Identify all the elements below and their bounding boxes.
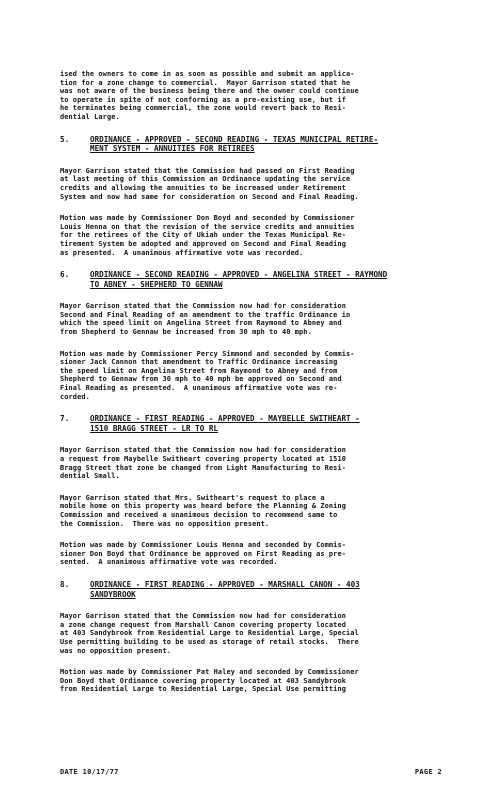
item-8-paragraph-1: Mayor Garrison stated that the Commission now had for consideration a zone change request from Marshall Canon covering property located at 403 Sandybrook from Residential Large to Residential Large, Special Use permitting building to be used as storage of retail stocks. There was no opposition present. xyxy=(60,612,359,655)
footer-page-number: PAGE 2 xyxy=(414,768,442,776)
item-6-heading xyxy=(60,270,442,289)
item-number: 7. xyxy=(60,414,70,424)
item-8-paragraph-2: Motion was made by Commissioner Pat Haley and seconded by Commissioner Don Boyd that Ordinance covering property located at 403 Sandybrook from Residential Large to Residential Large, Special Use permitting xyxy=(60,668,359,694)
item-title: ORDINANCE - FIRST READING - APPROVED - MARSHALL CANON - 403 SANDYBROOK xyxy=(90,579,360,599)
item-5-paragraph-1: Mayor Garrison stated that the Commission had passed on First Reading at last meeting of this Commission an Ordinance updating the service credits and allowing the annuities to be increased under Retirement System and now had same for consideration on Second and Final Reading. xyxy=(60,166,359,201)
item-number: 5. xyxy=(60,134,70,144)
item-8-heading xyxy=(60,580,442,599)
footer-date: DATE 10/17/77 xyxy=(60,768,119,776)
item-5-heading xyxy=(60,135,442,154)
item-7-paragraph-2: Mayor Garrison stated that Mrs. Switheart's request to place a mobile home on this property was heard before the Planning & Zoning Commission and received a unanimous decision to recommend same to the Commission. There was no opposition present. xyxy=(60,493,346,528)
item-7-heading xyxy=(60,414,442,433)
item-title: ORDINANCE - APPROVED - SECOND READING - TEXAS MUNICIPAL RETIRE- MENT SYSTEM - ANNUITIES FOR RETIREES xyxy=(90,134,379,154)
item-number: 6. xyxy=(60,270,70,280)
document-body xyxy=(60,70,442,707)
item-title: ORDINANCE - FIRST READING - APPROVED - MAYBELLE SWITHEART - 1510 BRAGG STREET - LR TO RL xyxy=(90,414,360,433)
item-6-paragraph-2: Motion was made by Commissioner Percy Simmond and seconded by Commis- sioner Jack Cannon that amendment to Traffic Ordinance increasing the speed limit on Angelina Street from Raymond to Abney and from Shepherd to Gennaw from 30 mph to 40 mph be approved on Second and Final Reading as presented. A unanimous affirmative vote was re- corded. xyxy=(60,349,355,401)
item-title: ORDINANCE - SECOND READING - APPROVED - ANGELINA STREET - RAYMOND TO ABNEY - SHEPHERD TO GENNAW xyxy=(90,270,388,289)
item-7-paragraph-1: Mayor Garrison stated that the Commission now had for consideration a request from Maybelle Switheart covering property located at 1510 Bragg Street that zone be changed from Light Manufacturing to Resi- dential Small. xyxy=(60,446,346,481)
intro-paragraph: ised the owners to come in as soon as possible and submit an applica- tion for a zone change to commercial. Mayor Garrison stated that he was not aware of the business being there and the owner could continue to operate in spite of not conforming as a pre-existing use, but if he terminates being commercial, the zone would revert back to Resi- dential Large. xyxy=(60,70,359,121)
page-footer xyxy=(60,768,442,776)
item-number: 8. xyxy=(60,579,70,589)
item-6-paragraph-1: Mayor Garrison stated that the Commission now had for consideration Second and Final Reading of an amendment to the traffic Ordinance in which the speed limit on Angelina Street from Raymond to Abney and from Shepherd to Gennaw be increased from 30 mph to 40 mph. xyxy=(60,302,351,337)
item-7-paragraph-3: Motion was made by Commissioner Louis Henna and seconded by Commis- sioner Don Boyd that Ordinance be approved on First Reading as pre- sented. A unanimous affirmative vote was recorded. xyxy=(60,541,346,567)
item-5-paragraph-2: Motion was made by Commissioner Don Boyd and seconded by Commissioner Louis Henna on that the revision of the service credits and annuities for the retirees of the City of Ukiah under the Texas Municipal Re- tirement System be adopted and approved on Second and Final Reading as presented. A unanimous affirmative vote was recorded. xyxy=(60,214,355,257)
